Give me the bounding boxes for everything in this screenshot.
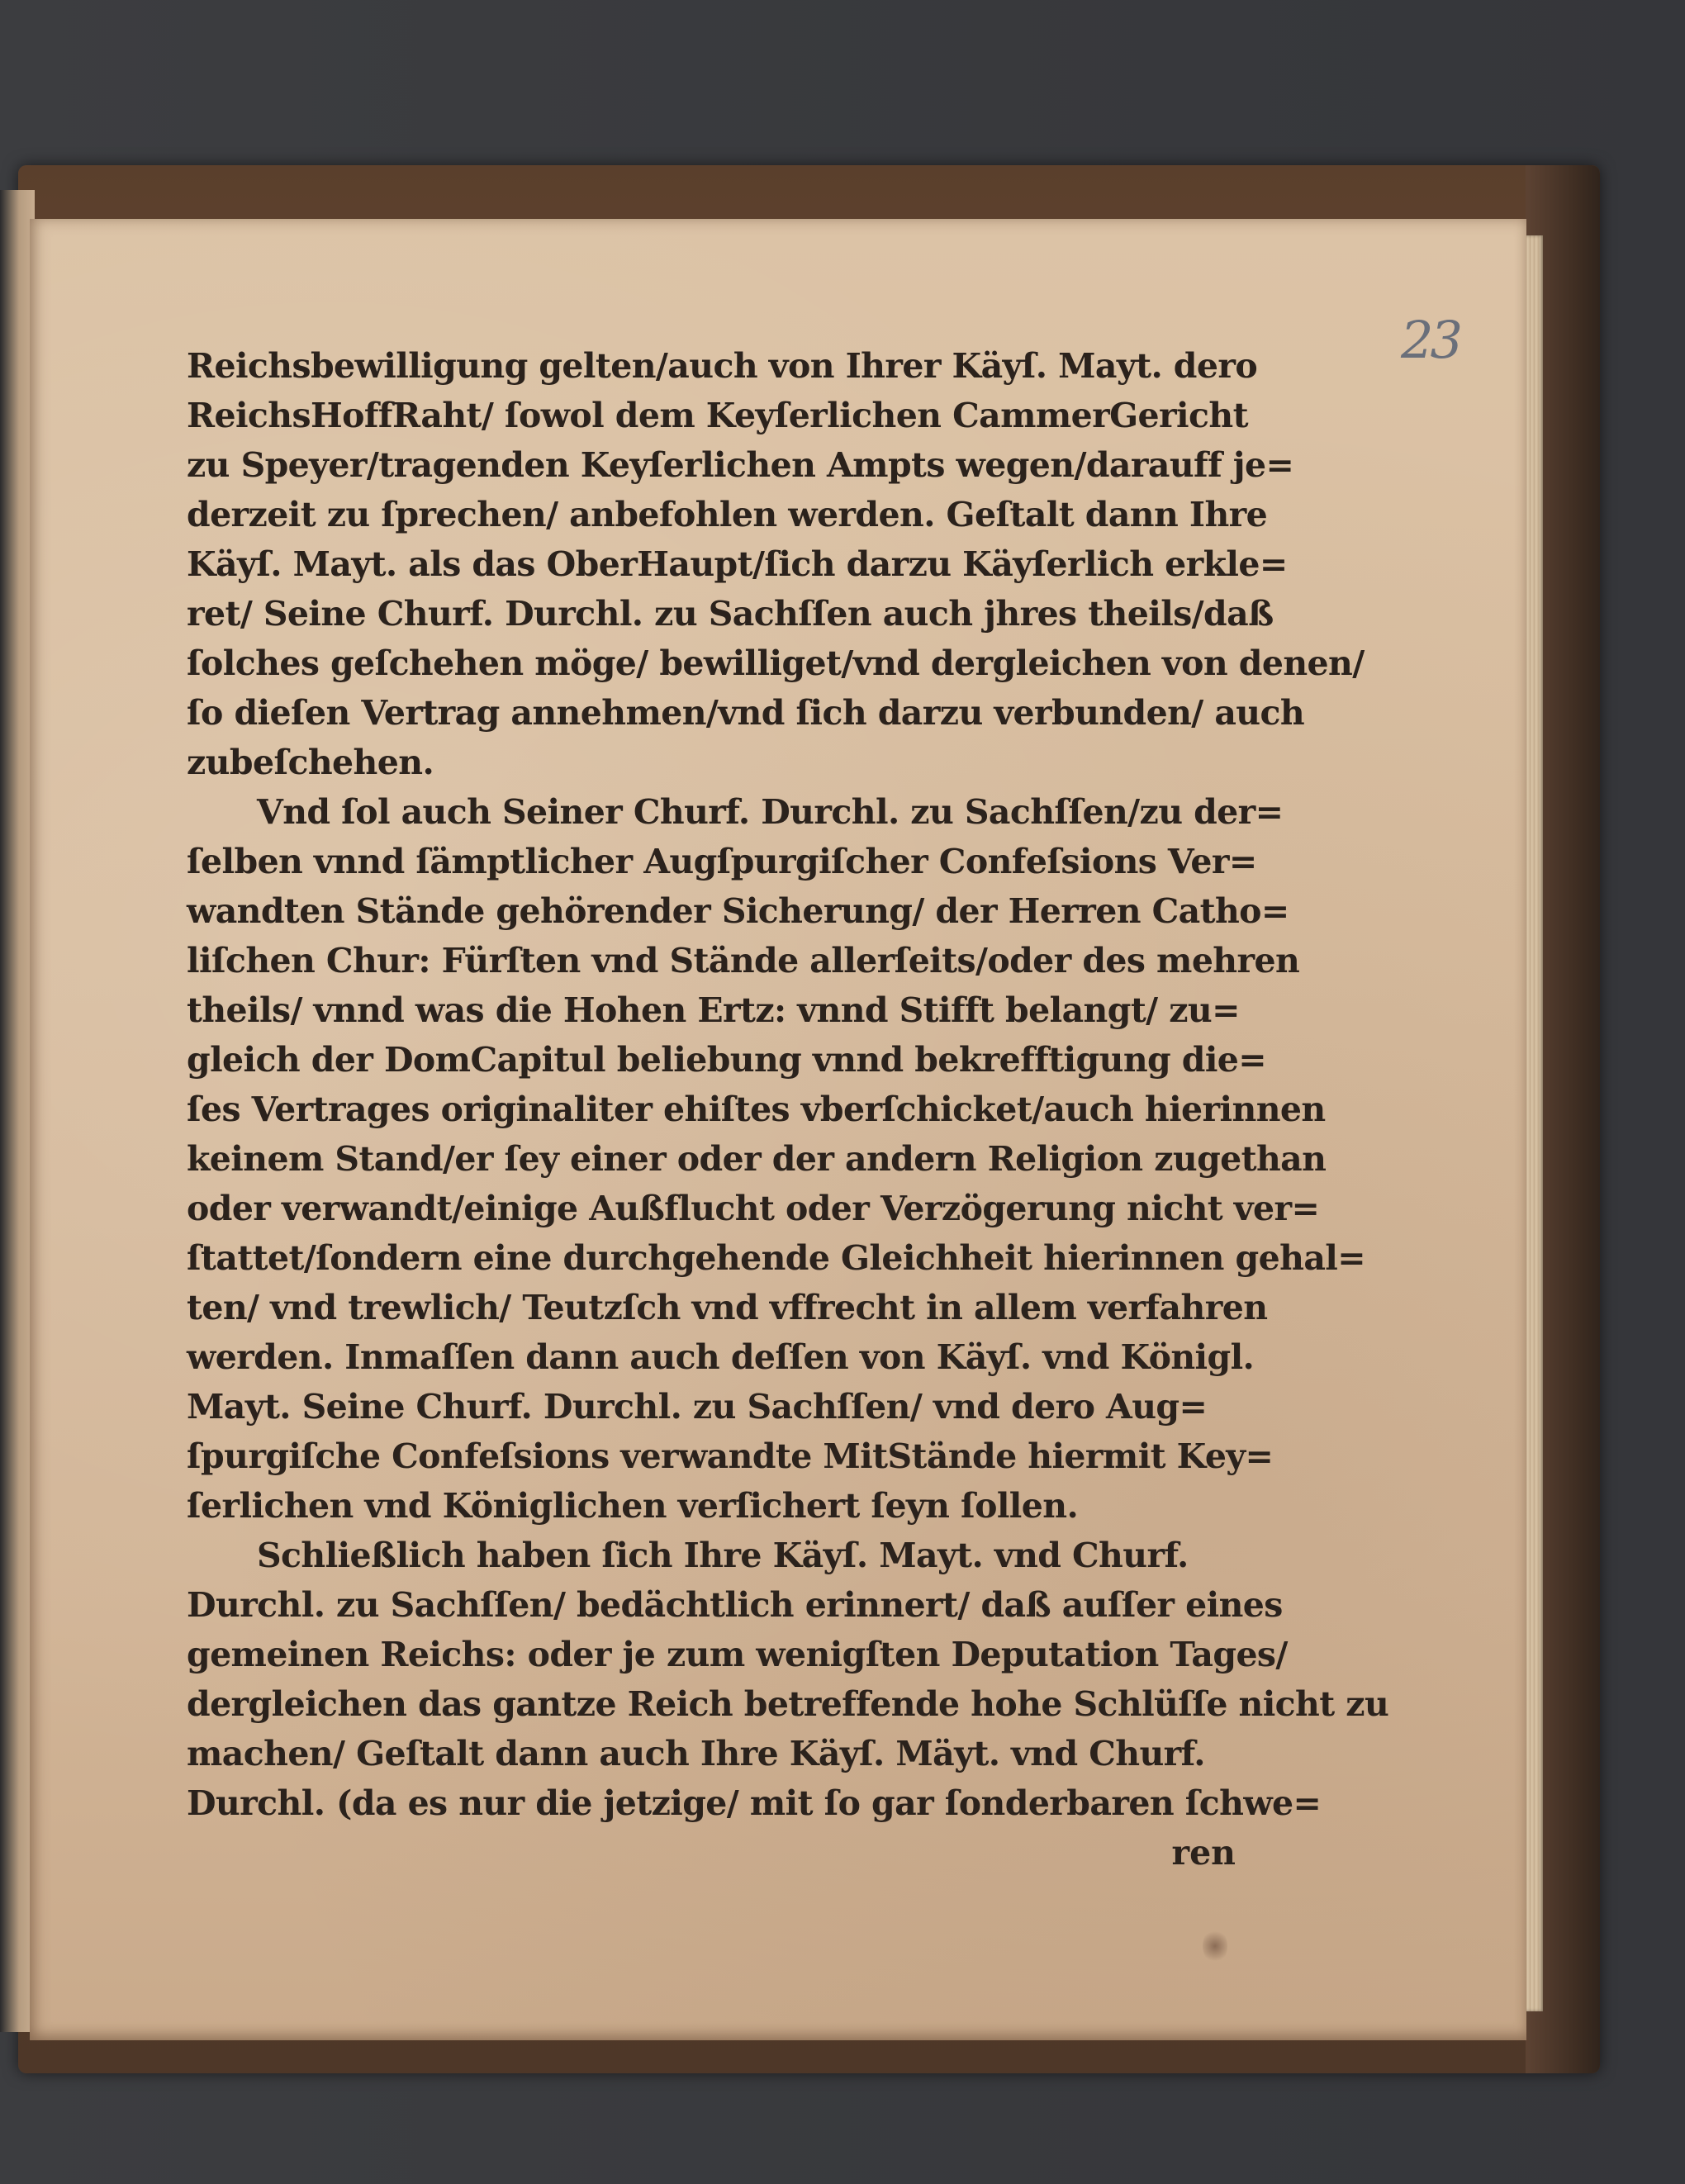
book-page: [30, 219, 1526, 2040]
page-number: 23: [1401, 310, 1460, 370]
text-line: derzeit zu ſprechen/ anbefohlen werden. Geſtalt dann Ihre: [187, 495, 1268, 534]
text-line: ſolches geſchehen möge/ bewilliget/vnd dergleichen von denen/: [187, 643, 1365, 683]
text-line: gemeinen Reichs: oder je zum wenigſten Deputation Tages/: [187, 1635, 1288, 1674]
text-line: liſchen Chur: Fürſten vnd Stände allerſeits/oder des mehren: [187, 941, 1300, 980]
text-line: theils/ vnnd was die Hohen Ertz: vnnd Stifft belangt/ zu=: [187, 990, 1240, 1030]
text-line: zu Speyer/tragenden Keyſerlichen Ampts wegen/darauff je=: [187, 445, 1294, 485]
text-line: ReichsHoffRaht/ ſowol dem Keyſerlichen CammerGericht: [187, 396, 1248, 435]
text-line: ſerlichen vnd Königlichen verſichert ſeyn ſollen.: [187, 1486, 1079, 1526]
text-line: ret/ Seine Churf. Durchl. zu Sachſſen auch jhres theils/daß: [187, 594, 1274, 634]
text-line: ſelben vnnd ſämptlicher Augſpurgiſcher Confeſsions Ver=: [187, 842, 1257, 881]
text-line: Reichsbewilligung gelten/auch von Ihrer Käyſ. Mayt. dero: [187, 346, 1258, 386]
text-line: dergleichen das gantze Reich betreffende hohe Schlüſſe nicht zu: [187, 1684, 1389, 1724]
text-line: wandten Stände gehörender Sicherung/ der Herren Catho=: [187, 891, 1289, 931]
text-line: machen/ Geſtalt dann auch Ihre Käyſ. Mäyt. vnd Churf.: [187, 1734, 1205, 1773]
text-line: Schließlich haben ſich Ihre Käyſ. Mayt. vnd Churf.: [257, 1536, 1189, 1575]
text-block: [187, 341, 1389, 1878]
text-line: ten/ vnd trewlich/ Teutzſch vnd vffrecht in allem verfahren: [187, 1288, 1268, 1327]
text-line: Durchl. zu Sachſſen/ bedächtlich erinnert/ daß auſſer eines: [187, 1585, 1283, 1625]
text-line: Mayt. Seine Churf. Durchl. zu Sachſſen/ vnd dero Aug=: [187, 1387, 1208, 1427]
text-line: ſpurgiſche Confeſsions verwandte MitStände hiermit Key=: [187, 1436, 1274, 1476]
text-line: keinem Stand/er ſey einer oder der andern Religion zugethan: [187, 1139, 1327, 1179]
text-line: oder verwandt/einige Außflucht oder Verzögerung nicht ver=: [187, 1189, 1320, 1228]
text-line: ſes Vertrages originaliter ehiſtes vberſchicket/auch hierinnen: [187, 1090, 1326, 1129]
catchword: ren: [1171, 1833, 1236, 1873]
text-line: Käyſ. Mayt. als das OberHaupt/ſich darzu Käyſerlich erkle=: [187, 544, 1288, 584]
text-line: werden. Inmaſſen dann auch deſſen von Käyſ. vnd Königl.: [187, 1337, 1255, 1377]
text-line: ſtattet/ſondern eine durchgehende Gleichheit hierinnen gehal=: [187, 1238, 1366, 1278]
text-line: ſo dieſen Vertrag annehmen/vnd ſich darzu verbunden/ auch: [187, 693, 1305, 733]
text-line: gleich der DomCapitul beliebung vnnd bekrefftigung die=: [187, 1040, 1267, 1080]
text-line: Durchl. (da es nur die jetzige/ mit ſo gar ſonderbaren ſchwe=: [187, 1783, 1322, 1823]
text-line: zubeſchehen.: [187, 743, 434, 782]
ink-smudge: [1203, 1929, 1227, 1963]
text-line: Vnd ſol auch Seiner Churf. Durchl. zu Sachſſen/zu der=: [257, 792, 1284, 832]
